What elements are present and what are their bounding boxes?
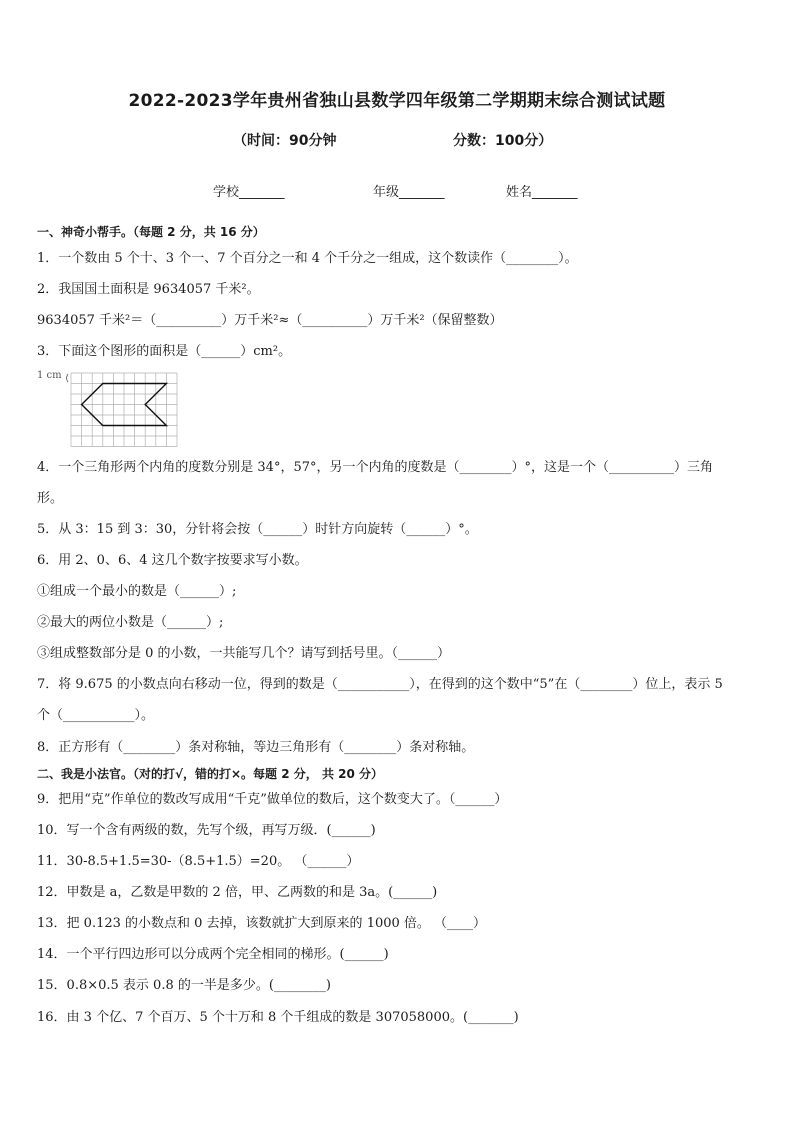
question-14: 14．一个平行四边形可以分成两个完全相同的梯形。(______) <box>37 947 389 962</box>
question-2: 2．我国国土面积是 9634057 千米²。 <box>37 282 260 297</box>
question-15: 15．0.8×0.5 表示 0.8 的一半是多少。(________) <box>37 978 331 993</box>
grid-shape-svg <box>37 368 187 450</box>
scale-brace-icon <box>67 374 69 382</box>
section-heading: 一、神奇小帮手。（每题 2 分，共 16 分） <box>37 225 265 239</box>
question-16: 16．由 3 个亿、7 个百万、5 个十万和 8 个千组成的数是 307058000。(_______) <box>37 1010 519 1025</box>
question-13: 13．把 0.123 的小数点和 0 去掉，该数就扩大到原来的 1000 倍。 （____） <box>37 916 487 931</box>
question-6: 6．用 2、0、6、4 这几个数字按要求写小数。 <box>37 553 308 568</box>
school-field: 学校_______ <box>213 185 285 200</box>
question-4-cont: 形。 <box>37 491 64 506</box>
exam-score: 分数：100分） <box>453 133 553 149</box>
grid-scale-label: 1 cm <box>37 370 62 381</box>
question-7: 7．将 9.675 的小数点向右移动一位，得到的数是（___________），在得到的这个数中“5”在（________）位上，表示 5 <box>37 677 723 692</box>
question-11: 11．30-8.5+1.5=30-（8.5+1.5）=20。 （______） <box>37 854 360 869</box>
question-8: 8．正方形有（________）条对称轴，等边三角形有（________）条对称轴。 <box>37 740 475 755</box>
question-7-cont: 个（___________）。 <box>37 708 155 723</box>
question-9: 9．把用“克”作单位的数改写成用“千克”做单位的数后，这个数变大了。（______） <box>37 792 508 807</box>
question-4: 4．一个三角形两个内角的度数分别是 34°，57°，另一个内角的度数是（________）°，这是一个（__________）三角 <box>37 460 713 475</box>
question-10: 10．写一个含有两级的数，先写个级，再写万级．(______) <box>37 823 376 838</box>
section-heading-2: 二、我是小法官。（对的打√，错的打×。每题 2 分， 共 20 分） <box>37 767 383 781</box>
page-title: 2022-2023学年贵州省独山县数学四年级第二学期期末综合测试试题 <box>128 91 666 111</box>
question-1: 1．一个数由 5 个十、3 个一、7 个百分之一和 4 个千分之一组成，这个数读作（________）。 <box>37 251 578 266</box>
question-12: 12．甲数是 a，乙数是甲数的 2 倍，甲、乙两数的和是 3a。(______) <box>37 885 438 900</box>
question-5: 5．从 3：15 到 3：30，分针将会按（______）时针方向旋转（______）°。 <box>37 522 478 537</box>
question-2-blanks: 9634057 千米²＝（__________）万千米²≈（__________）万千米²（保留整数） <box>37 313 503 328</box>
question-6c: ③组成整数部分是 0 的小数，一共能写几个？请写到括号里。（______） <box>37 646 451 661</box>
name-field: 姓名_______ <box>506 185 578 200</box>
exam-time: （时间：90分钟 <box>233 133 337 149</box>
question-6b: ②最大的两位小数是（______）; <box>37 615 224 630</box>
grade-field: 年级_______ <box>373 185 445 200</box>
question-3: 3．下面这个图形的面积是（______）cm²。 <box>37 344 292 359</box>
grid-figure <box>37 368 187 450</box>
question-6a: ①组成一个最小的数是（______）; <box>37 584 237 599</box>
